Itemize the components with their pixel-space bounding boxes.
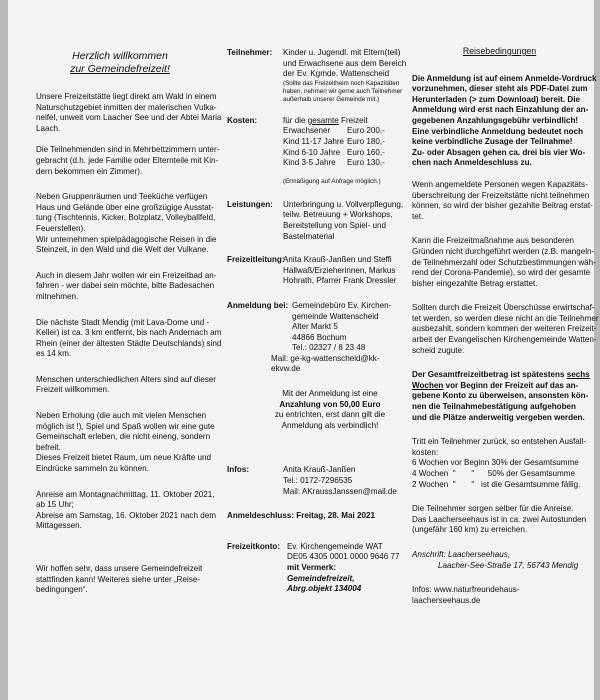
text-line: tung (Tischtennis, Kicker, Bolzplatz, Volleyballfeld, [36, 213, 216, 223]
infos-link[interactable]: Infos: www.naturfreundehaus-laacherseehaus.de [412, 585, 520, 605]
welcome-paragraph [36, 317, 222, 360]
text-line: es 14 km. [36, 349, 72, 359]
konto-section: Freizeitkonto: Ev. Kirchengemeinde WAT DE05 4305 0001 0000 9646 77 mit Vermerk: Gemeindefreizeit, Abrg.objekt 134004 [227, 541, 400, 594]
text-line: scheid zugute. [412, 345, 465, 355]
konto-label: Freizeitkonto: [227, 541, 281, 551]
text-line: Anreise am Montagnachmittag, 11. Oktober 2021, [36, 489, 215, 499]
leistungen-label: Leistungen: [227, 199, 273, 209]
welcome-column [36, 50, 222, 596]
text-line: Laach. [36, 123, 61, 133]
welcome-paragraphs [36, 92, 222, 596]
teilnehmer-note: (Sollte das Freizeitheim noch Kapazitäten haben, nehmen wir gerne auch Teilnehmer außerhalb unserer Gemeinde mit.) [283, 79, 403, 103]
infos-mail[interactable]: Mail: AKraussJanssen@mail.de [283, 486, 397, 496]
anmeldung-mail[interactable]: Mail: ge-kg-wattenscheid@kk-ekvw.de [271, 353, 380, 374]
anmeldung-label: Anmeldung bei: [227, 300, 289, 310]
text-line: Gründen nicht durchgeführt werden (z.B. mangeln- [412, 246, 595, 256]
text-line: Die Teilnehmenden sind in Mehrbettzimmern unter- [36, 145, 220, 155]
anmeldeschluss: Anmeldeschluss: Freitag, 28. Mai 2021 [227, 511, 375, 521]
anmeldung-terms [412, 73, 597, 169]
text-line: Naturschutzgebiet inmitten der malerischen Vulka- [36, 102, 217, 112]
text-line: Feuerstellen). [36, 223, 86, 233]
text-line: tet werden, so werden diese nicht an die Teilnehmer [412, 313, 599, 323]
text-line: chen nach Anmeldeschluss zu. [412, 158, 532, 168]
text-line: Das Laacherseehaus ist in ca. zwei Autostunden [412, 514, 587, 524]
text-line: Wir hoffen sehr, dass unsere Gemeindefreizeit [36, 564, 203, 573]
kapazitaet-terms [412, 179, 593, 222]
text-line: Eine verbindliche Anmeldung bedeutet noch [412, 126, 584, 136]
text-line: Wenn angemeldete Personen wegen Kapazitäts- [412, 179, 588, 189]
conditions-column [412, 46, 599, 606]
ruecktritt-terms: Tritt ein Teilnehmer zurück, so entstehen Ausfall- kosten: 6 Wochen vor Beginn 30% der Gesamtsumme 4 Wochen " " 50% der Gesamtsumme 2 Wochen " " ist die Gesamtsumme fällig. [412, 437, 587, 489]
welcome-paragraph [36, 564, 204, 596]
text-line: Gemeinschaft erleben, die nicht eineng, sondern [36, 432, 211, 442]
kosten-label: Kosten: [227, 115, 258, 125]
text-line: Steinzeit, in den Wald und die Welt der Vulkane. [36, 245, 209, 255]
text-line: Herunterladen (> zum Download) bereit. Die [412, 94, 580, 104]
text-line: Zu- oder Absagen gehen ca. drei bis vier Wo- [412, 147, 586, 157]
text-line: Keller) ist ca. 3 km entfernt, bis nach Andernach am [36, 328, 222, 338]
text-line: Auch in diesem Jahr wollen wir ein Freizeitbad an- [36, 270, 217, 280]
teilnehmer-section: Teilnehmer: Kinder u. Jugendl. mit Eltern(teil) und Erwachsene aus dem Bereich der Ev. Kgmde. Wattenscheid (Sollte das Freizeitheim noch Kapazitäten haben, nehmen wir gerne auch Teilnehmer außerhalb unserer Gemeinde mit.) [227, 48, 407, 103]
text-line: ausbezahlt, sondern kommen der weiteren Freizeit- [412, 324, 597, 334]
table-row: Kind 6-10 Jahre Euro 160,- [283, 147, 385, 157]
text-line: vorzunehmen, dieser steht als PDF-Datei zum [412, 84, 588, 94]
text-line: tet. [412, 211, 424, 221]
welcome-paragraph [36, 411, 215, 475]
infos-section: Infos: Anita Krauß-Janßen Tel.: 0172-7296535 Mail: AKraussJanssen@mail.de [227, 465, 397, 496]
text-line: Haus und Gelände über eine großzügige Ausstat- [36, 202, 214, 212]
text-line: Die Teilnehmer sorgen selber für die Anreise. [412, 504, 574, 514]
text-line: Neben Gruppenräumen und Teeküche verfügen [36, 192, 208, 202]
text-line: gebracht (d.h. jede Familie oder Elternteile mit Kin- [36, 155, 219, 165]
teilnehmer-label: Teilnehmer: [227, 48, 273, 57]
text-line: mitnehmen. [36, 291, 79, 301]
text-line: befreit. [36, 442, 61, 452]
welcome-paragraph [36, 270, 217, 303]
text-line: Anmeldung wird erst nach Einzahlung der an- [412, 105, 589, 115]
text-line: neifel, unweit vom Laacher See und der Abtei Maria [36, 113, 222, 123]
anmeldung-section: Anmeldung bei: Gemeindebüro Ev. Kirchen- gemeinde Wattenscheid Alter Markt 5 44866 Bochum Tel.: 02327 / 8 23 48 Mail: ge-kg-wattenscheid@kk-ekvw.de [227, 301, 395, 375]
text-line: Abreise am Samstag, 16. Oktober 2021 nach dem [36, 510, 216, 520]
text-line: bedingungen“. [36, 585, 88, 595]
text-line: überschreitung der Freizeitstätte nicht teilnehmen [412, 190, 590, 200]
welcome-paragraph [36, 145, 220, 177]
text-line: Wir unternehmen spielpädagogische Reisen in die [36, 234, 217, 244]
table-row: Kind 3-5 Jahre Euro 130,- [283, 158, 385, 168]
welcome-title: Herzlich willkommen zur Gemeindefreizeit! [70, 50, 170, 75]
kosten-note: (Ermäßigung auf Anfrage möglich.) [283, 177, 381, 185]
ausfall-terms [412, 236, 596, 289]
text-line: de Teilnehmerzahl oder Schutzbestimmungen wäh- [412, 257, 596, 267]
text-line: Eindrücke sammeln zu können. [36, 464, 149, 474]
ueberschuss-terms [412, 303, 599, 356]
text-line: Dieses Freizeit bietet Raum, um neue Kräfte und [36, 453, 211, 463]
text-line: fahren - wer dabei sein möchte, bitte Badesachen [36, 281, 215, 291]
text-line: rend der Corona-Pandemie), so wird der gesamte [412, 268, 591, 278]
text-line: stattfinden kann! Weiteres siehe unter „Reise- [36, 574, 201, 584]
text-line: arbeit der Evangelischen Kirchengemeinde Watten- [412, 335, 597, 345]
text-line: Unsere Freizeitstätte liegt direkt am Wald in einem [36, 92, 217, 101]
freizeitleitung-label: Freizeitleitung: [227, 255, 285, 265]
kosten-section [227, 116, 395, 186]
kosten-intro: für die gesamte Freizeit [283, 115, 368, 125]
text-line: gegebenen Anzahlungsgebühr verbindlich! [412, 115, 579, 125]
text-line: können, so wird der bisher gezahlte Beitrag erstat- [412, 201, 593, 211]
text-line: (ungefähr 160 km) zu erreichen. [412, 525, 528, 535]
text-line: ab 15 Uhr; [36, 500, 74, 510]
infos-label: Infos: [227, 465, 250, 475]
text-line: Die nächste Stadt Mendig (mit Lava-Dome und - [36, 317, 210, 327]
text-line: Die Anmeldung ist auf einem Anmelde-Vordruck [412, 73, 597, 83]
text-line: möglich ist !), Spiel und Spaß wollen wir eine gute [36, 421, 215, 431]
text-line: keine verbindliche Zusage der Teilnahme! [412, 137, 573, 147]
kosten-table [283, 126, 385, 168]
leistungen-section: Leistungen: Unterbringung u. Vollverpflegung, teilw. Betreuung + Workshops, Bereitstellung von Spiel- und Bastelmaterial [227, 199, 404, 241]
anreise-terms [412, 504, 587, 536]
text-line: Rhein (einer der ältesten Städte Deutschlands) sind [36, 338, 222, 348]
anzahlung-notice: Mit der Anmeldung ist eine Anzahlung von 50,00 Euro zu entrichten, erst dann gilt die Anmeldung als verbindlich! [274, 389, 386, 430]
welcome-paragraph [36, 374, 216, 396]
text-line: Menschen unterschiedlichen Alters sind auf dieser [36, 374, 216, 384]
welcome-paragraph [36, 192, 217, 256]
text-line: bisher eingezahlte Betrag erstattet. [412, 278, 538, 288]
table-row: Kind 11-17 Jahre Euro 180,- [283, 136, 385, 146]
conditions-title: Reisebedingungen [462, 46, 537, 56]
text-line: Kann die Freizeitmaßnahme aus besonderen [412, 236, 574, 246]
table-row: Erwachsener Euro 200,- [283, 126, 385, 136]
text-line: Mittagessen. [36, 521, 82, 531]
welcome-paragraph [36, 92, 222, 134]
zahlung-terms: Der Gesamtfreizeitbetrag ist spätestens sechs Wochen vor Beginn der Freizeit auf das an- gebene Konto zu überweisen, ansonsten kön- nen die Teilnahmebestätigung aufgehoben und die Plätze anderweitig vergeben werden. [412, 370, 590, 422]
text-line: Sollten durch die Freizeit Überschüsse erwirtschaf- [412, 303, 595, 313]
details-column [227, 48, 407, 595]
freizeitleitung-section: Freizeitleitung: Anita Krauß-Janßen und Steffi Hallwaß/Erzieherinnen, Markus Hohrath, Pfarrer Frank Dressler [227, 255, 397, 286]
text-line: Neben Erholung (die auch mit vielen Menschen [36, 411, 207, 421]
text-line: dern bekommen ein Zimmer). [36, 166, 143, 176]
text-line: Freizeit willkommen. [36, 385, 110, 395]
anschrift: Anschrift: Laacherseehaus, Laacher-See-Straße 17, 56743 Mendig [412, 549, 579, 570]
welcome-paragraph [36, 489, 216, 532]
